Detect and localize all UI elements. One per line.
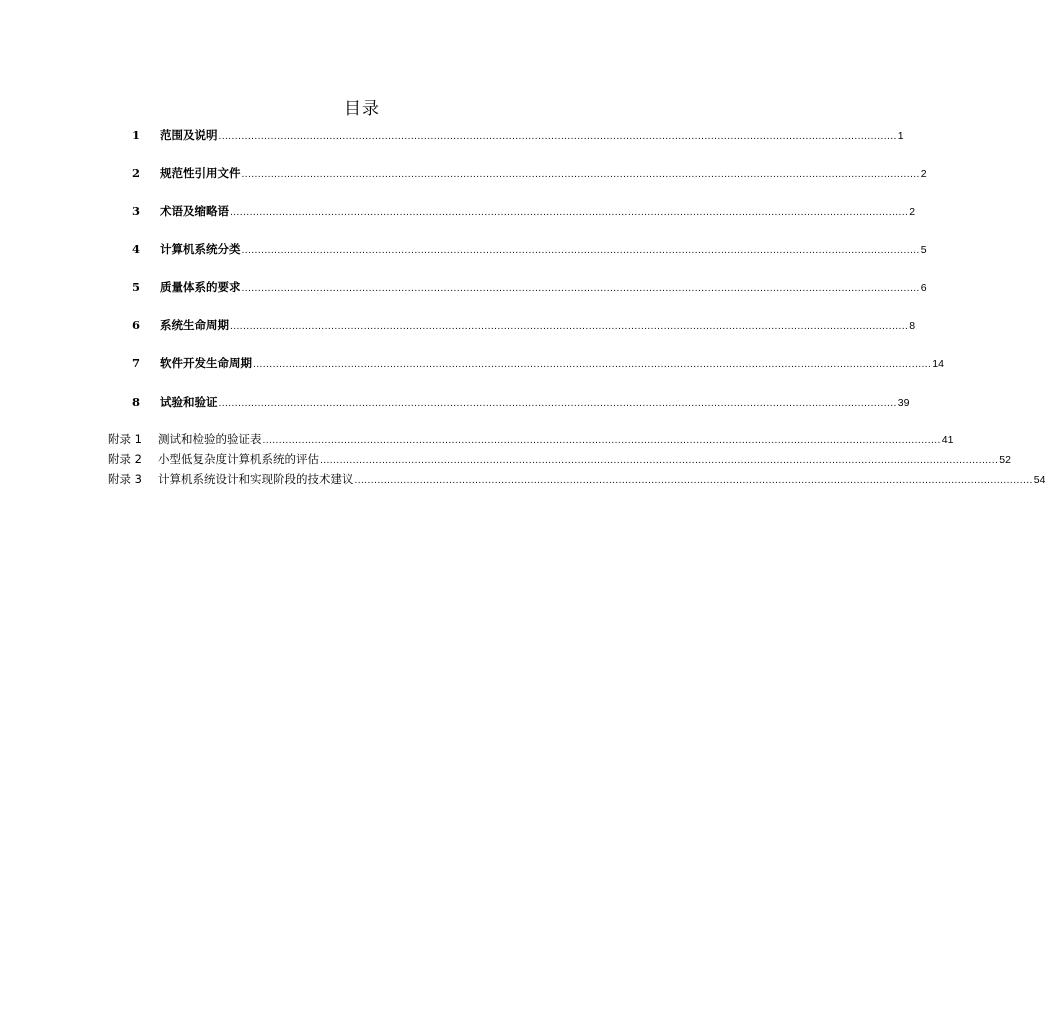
toc-page-number[interactable]: 39 (897, 397, 910, 409)
toc-leader-dots: ................................................................................................................................................................................................................ (253, 360, 932, 370)
toc-leader-dots: ................................................................................................................................................................................................................ (320, 456, 999, 466)
toc-page-number[interactable]: 14 (932, 358, 944, 370)
toc-appendix-entry[interactable] (108, 471, 1045, 487)
toc-page-number[interactable]: 41 (941, 434, 954, 446)
toc-page-number[interactable]: 5 (920, 244, 927, 256)
toc-entry-number: 8 (132, 395, 141, 409)
toc-entry-number: 3 (132, 204, 141, 218)
appendix-prefix: 附录 3 (108, 472, 142, 486)
appendix-prefix: 附录 2 (108, 452, 142, 466)
toc-entry-title[interactable]: 规范性引用文件 (160, 166, 241, 180)
toc-page-number[interactable]: 1 (897, 130, 904, 142)
toc-entry-title[interactable]: 软件开发生命周期 (160, 356, 252, 370)
toc-appendix-entry[interactable] (108, 431, 954, 447)
page-title: 目录 (344, 99, 380, 119)
toc-entry-number: 1 (132, 128, 141, 142)
appendix-prefix: 附录 1 (108, 432, 142, 446)
toc-entry[interactable] (132, 394, 910, 410)
toc-page-number[interactable]: 2 (909, 206, 916, 218)
toc-leader-dots: ................................................................................................................................................................................................................ (230, 208, 909, 218)
toc-page-number[interactable]: 8 (909, 320, 916, 332)
toc-entry[interactable] (132, 203, 916, 219)
toc-entry-number: 7 (132, 356, 141, 370)
toc-leader-dots: ................................................................................................................................................................................................................ (241, 246, 920, 256)
appendix-title[interactable]: 小型低复杂度计算机系统的评估 (158, 452, 319, 466)
toc-entry[interactable] (132, 355, 944, 371)
toc-entry[interactable] (132, 165, 927, 181)
toc-page-number[interactable]: 2 (920, 168, 927, 180)
toc-leader-dots: ................................................................................................................................................................................................................ (241, 170, 920, 180)
toc-entry-title[interactable]: 计算机系统分类 (160, 242, 241, 256)
toc-entry[interactable] (132, 127, 904, 143)
appendix-title[interactable]: 测试和检验的验证表 (158, 432, 262, 446)
toc-entry-number: 5 (132, 280, 141, 294)
toc-entry[interactable] (132, 317, 916, 333)
toc-entry-number: 6 (132, 318, 141, 332)
toc-entry[interactable] (132, 279, 927, 295)
toc-leader-dots: ................................................................................................................................................................................................................ (218, 132, 897, 142)
toc-entry-number: 4 (132, 242, 141, 256)
toc-entry-title[interactable]: 系统生命周期 (160, 318, 229, 332)
toc-entry-title[interactable]: 范围及说明 (160, 128, 218, 142)
toc-entry[interactable] (132, 241, 927, 257)
toc-leader-dots: ................................................................................................................................................................................................................ (241, 284, 920, 294)
toc-appendix-entry[interactable] (108, 451, 1011, 467)
toc-entry-number: 2 (132, 166, 141, 180)
toc-entry-title[interactable]: 质量体系的要求 (160, 280, 241, 294)
toc-leader-dots: ................................................................................................................................................................................................................ (218, 399, 897, 409)
toc-page-number[interactable]: 6 (920, 282, 927, 294)
toc-leader-dots: ................................................................................................................................................................................................................ (262, 436, 941, 446)
toc-entry-title[interactable]: 试验和验证 (160, 395, 218, 409)
toc-leader-dots: ................................................................................................................................................................................................................ (354, 476, 1033, 486)
toc-entry-title[interactable]: 术语及缩略语 (160, 204, 229, 218)
toc-leader-dots: ................................................................................................................................................................................................................ (230, 322, 909, 332)
toc-page-number[interactable]: 52 (999, 454, 1011, 466)
appendix-title[interactable]: 计算机系统设计和实现阶段的技术建议 (158, 472, 354, 486)
toc-page-number[interactable]: 54 (1033, 474, 1045, 486)
